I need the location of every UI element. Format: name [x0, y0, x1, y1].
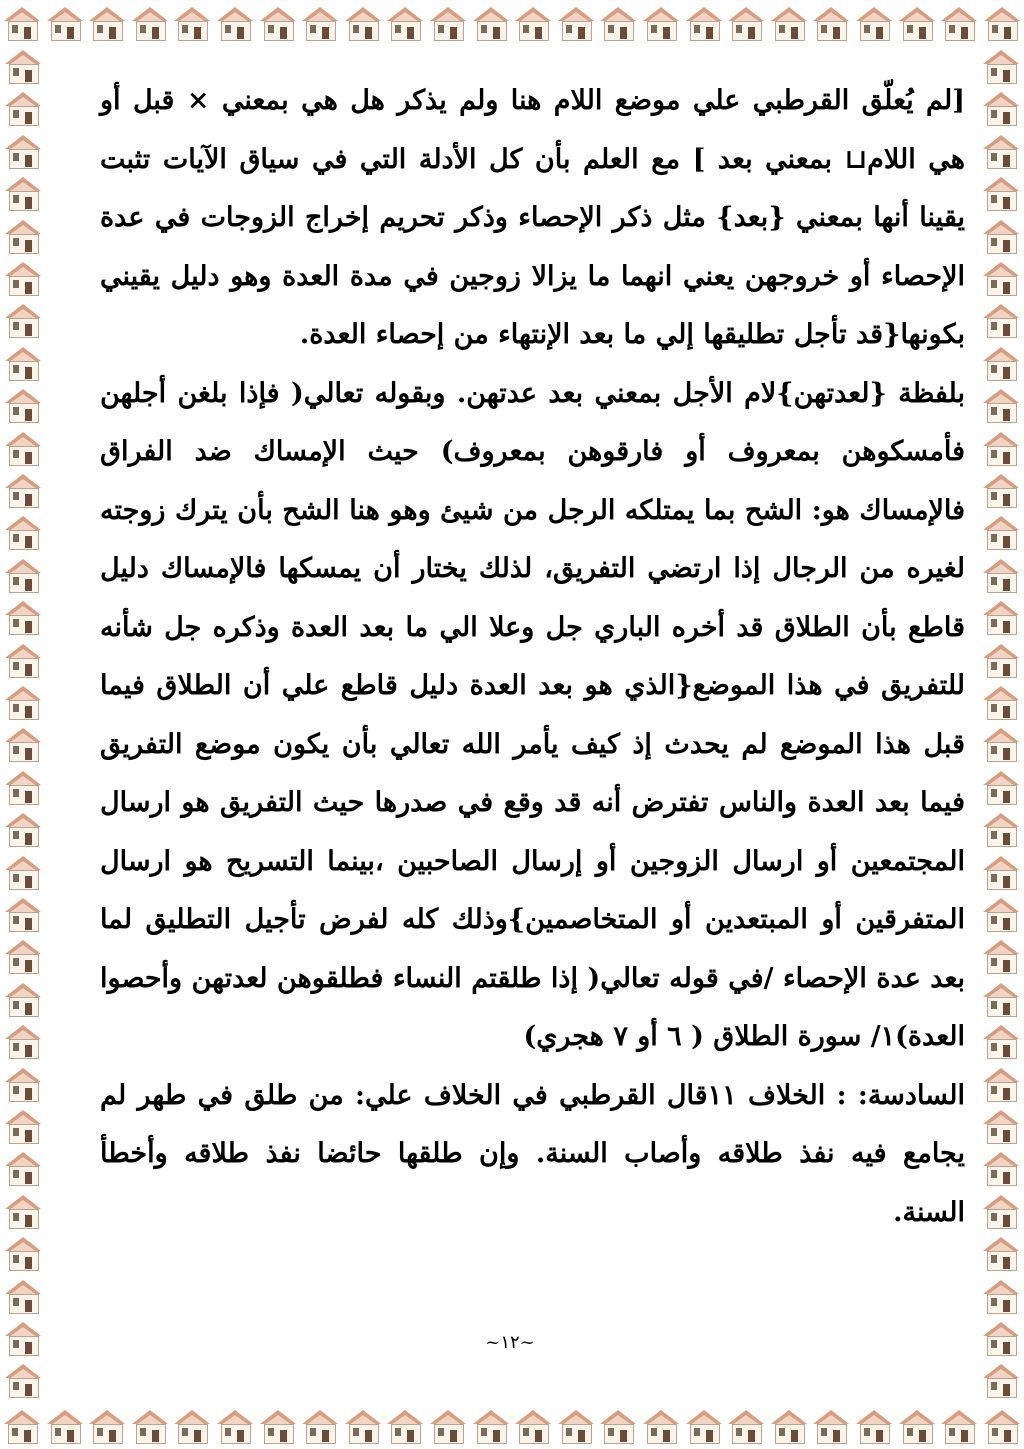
house-border-icon [172, 1406, 212, 1446]
house-border-icon [215, 3, 255, 43]
house-border-icon [3, 894, 43, 934]
house-border-icon [3, 555, 43, 595]
paragraph-3: السادسة: : الخلاف ١١قال القرطبي في الخلاف علي: من طلق في طهر لم يجامع فيه نفذ طلاقه وأصاب السنة. وإن طلقها حائضا نفذ طلاقه وأخطأ السنة. [100, 1079, 965, 1228]
house-border-icon [3, 809, 43, 849]
house-border-icon [3, 1021, 43, 1061]
house-border-icon [215, 1406, 255, 1446]
house-border-icon [3, 1233, 43, 1273]
house-border-icon [3, 216, 43, 256]
house-border-icon [981, 258, 1021, 298]
house-border-icon [769, 1406, 809, 1446]
house-border-icon [45, 3, 85, 43]
house-border-icon [981, 216, 1021, 256]
house-border-icon [3, 385, 43, 425]
house-border-icon [300, 1406, 340, 1446]
house-border-icon [726, 1406, 766, 1446]
house-border-icon [981, 894, 1021, 934]
house-border-icon [981, 88, 1021, 128]
house-border-icon [897, 1406, 937, 1446]
house-border-icon [981, 1318, 1021, 1358]
house-border-icon [981, 1191, 1021, 1231]
house-border-icon [3, 88, 43, 128]
house-border-icon [854, 1406, 894, 1446]
house-border-icon [3, 1318, 43, 1358]
house-border-icon [982, 3, 1022, 43]
house-border-icon [981, 767, 1021, 807]
house-border-icon [343, 1406, 383, 1446]
house-border-icon [598, 1406, 638, 1446]
house-border-icon [2, 3, 42, 43]
house-border-icon [3, 258, 43, 298]
house-border-icon [172, 3, 212, 43]
house-border-icon [939, 3, 979, 43]
house-border-icon [471, 3, 511, 43]
house-border-icon [3, 1276, 43, 1316]
page-content [60, 62, 965, 1392]
house-border-icon [3, 512, 43, 552]
house-border-icon [641, 3, 681, 43]
house-border-icon [981, 428, 1021, 468]
house-border-icon [981, 343, 1021, 383]
house-border-icon [981, 1276, 1021, 1316]
house-border-icon [981, 979, 1021, 1019]
house-border-icon [939, 1406, 979, 1446]
house-border-icon [2, 1406, 42, 1446]
house-border-icon [3, 1106, 43, 1146]
house-border-icon [981, 385, 1021, 425]
house-border-icon [385, 1406, 425, 1446]
house-border-icon [598, 3, 638, 43]
house-border-icon [3, 1064, 43, 1104]
house-border-icon [3, 767, 43, 807]
paragraph-2: بلفظة {لعدتهن}لام الأجل بمعني بعد عدتهن. وبقوله تعالي( فإذا بلغن أجلهن فأمسكوهن بمعروف أو فارقوهن بمعروف) حيث الإمساك ضد الفراق فالإمساك هو: الشح بما يمتلكه الرجل من شيئ وهو هنا الشح بأن يترك زوجته لغيره من الرجال إذا ارتضي التفريق، لذلك يختار أن يمسكها فالإمساك دليل قاطع بأن الطلاق قد أخره الباري جل وعلا الي ما بعد العدة وذكره جل شأنه للتفريق في هذا الموضع{الذي هو بعد العدة دليل قاطع علي أن الطلاق فيما قبل هذا الموضع لم يحدث إذ كيف يأمر الله تعالي بأن يكون موضع التفريق فيما بعد العدة والناس تفترض أنه قد وقع في صدرها حيث التفريق هو ارسال المجتمعين أو ارسال الزوجين أو إرسال الصاحبين ،بينما التسريح هو ارسال المتفرقين أو المبتعدين أو المتخاصمين}وذلك كله لفرض تأجيل التطليق لما بعد عدة الإحصاء /في قوله تعالي( إذا طلقتم النساء فطلقوهن لعدتهن وأحصوا العدة)١/ سورة الطلاق ( ٦ أو ٧ هجري) [100, 377, 965, 1052]
house-border-icon [3, 1148, 43, 1188]
house-border-icon [981, 131, 1021, 171]
house-border-icon [513, 1406, 553, 1446]
house-border-icon [258, 1406, 298, 1446]
house-border-icon [471, 1406, 511, 1446]
house-border-icon [513, 3, 553, 43]
house-border-icon [981, 46, 1021, 86]
house-border-icon [981, 173, 1021, 213]
house-border-icon [3, 979, 43, 1019]
house-border-icon [981, 1233, 1021, 1273]
house-border-icon [3, 1191, 43, 1231]
house-border-icon [87, 3, 127, 43]
house-border-icon [981, 597, 1021, 637]
house-border-icon [3, 131, 43, 171]
house-border-icon [981, 300, 1021, 340]
house-border-icon [300, 3, 340, 43]
paragraph-1: [لم يُعلّق القرطبي علي موضع اللام هنا ولم يذكر هل هي بمعني × قبل أو هي اللام⊔ بمعني بعد ] مع العلم بأن كل الأدلة التي في سياق الآيات تثبت يقينا أنها بمعني {بعد} مثل ذكر الإحصاء وذكر تحريم إخراج الزوجات في عدة الإحصاء أو خروجهن يعني انهما ما يزالا زوجين في مدة العدة وهو دليل يقيني بكونها{قد تأجل تطليقها إلي ما بعد الإنتهاء من إحصاء العدة. [100, 85, 965, 350]
house-border-icon [981, 1148, 1021, 1188]
house-border-icon [641, 1406, 681, 1446]
house-border-icon [556, 1406, 596, 1446]
house-border-icon [385, 3, 425, 43]
border-right [978, 46, 1024, 1403]
house-border-icon [981, 724, 1021, 764]
house-border-icon [3, 46, 43, 86]
house-border-icon [3, 300, 43, 340]
house-border-icon [981, 809, 1021, 849]
house-border-icon [343, 3, 383, 43]
house-border-icon [981, 470, 1021, 510]
house-border-icon [981, 512, 1021, 552]
house-border-icon [684, 3, 724, 43]
house-border-icon [3, 682, 43, 722]
house-border-icon [3, 470, 43, 510]
house-border-icon [3, 1360, 43, 1400]
house-border-icon [3, 640, 43, 680]
house-border-icon [428, 1406, 468, 1446]
house-border-icon [130, 1406, 170, 1446]
house-border-icon [981, 682, 1021, 722]
house-border-icon [981, 852, 1021, 892]
house-border-icon [3, 936, 43, 976]
house-border-icon [982, 1406, 1022, 1446]
house-border-icon [981, 1360, 1021, 1400]
house-border-icon [45, 1406, 85, 1446]
house-border-icon [3, 173, 43, 213]
house-border-icon [87, 1406, 127, 1446]
house-border-icon [981, 1064, 1021, 1104]
house-border-icon [3, 597, 43, 637]
house-border-icon [556, 3, 596, 43]
house-border-icon [3, 428, 43, 468]
page-number: ~١٢~ [485, 1332, 535, 1353]
border-bottom [0, 1403, 1024, 1449]
house-border-icon [3, 724, 43, 764]
house-border-icon [981, 640, 1021, 680]
house-border-icon [981, 555, 1021, 595]
house-border-icon [811, 3, 851, 43]
house-border-icon [428, 3, 468, 43]
house-border-icon [897, 3, 937, 43]
house-border-icon [258, 3, 298, 43]
border-left [0, 46, 46, 1403]
house-border-icon [684, 1406, 724, 1446]
house-border-icon [726, 3, 766, 43]
body-text [100, 72, 965, 1242]
house-border-icon [769, 3, 809, 43]
house-border-icon [811, 1406, 851, 1446]
house-border-icon [981, 1021, 1021, 1061]
border-top [0, 0, 1024, 46]
house-border-icon [130, 3, 170, 43]
house-border-icon [854, 3, 894, 43]
house-border-icon [3, 852, 43, 892]
house-border-icon [981, 1106, 1021, 1146]
house-border-icon [3, 343, 43, 383]
house-border-icon [981, 936, 1021, 976]
